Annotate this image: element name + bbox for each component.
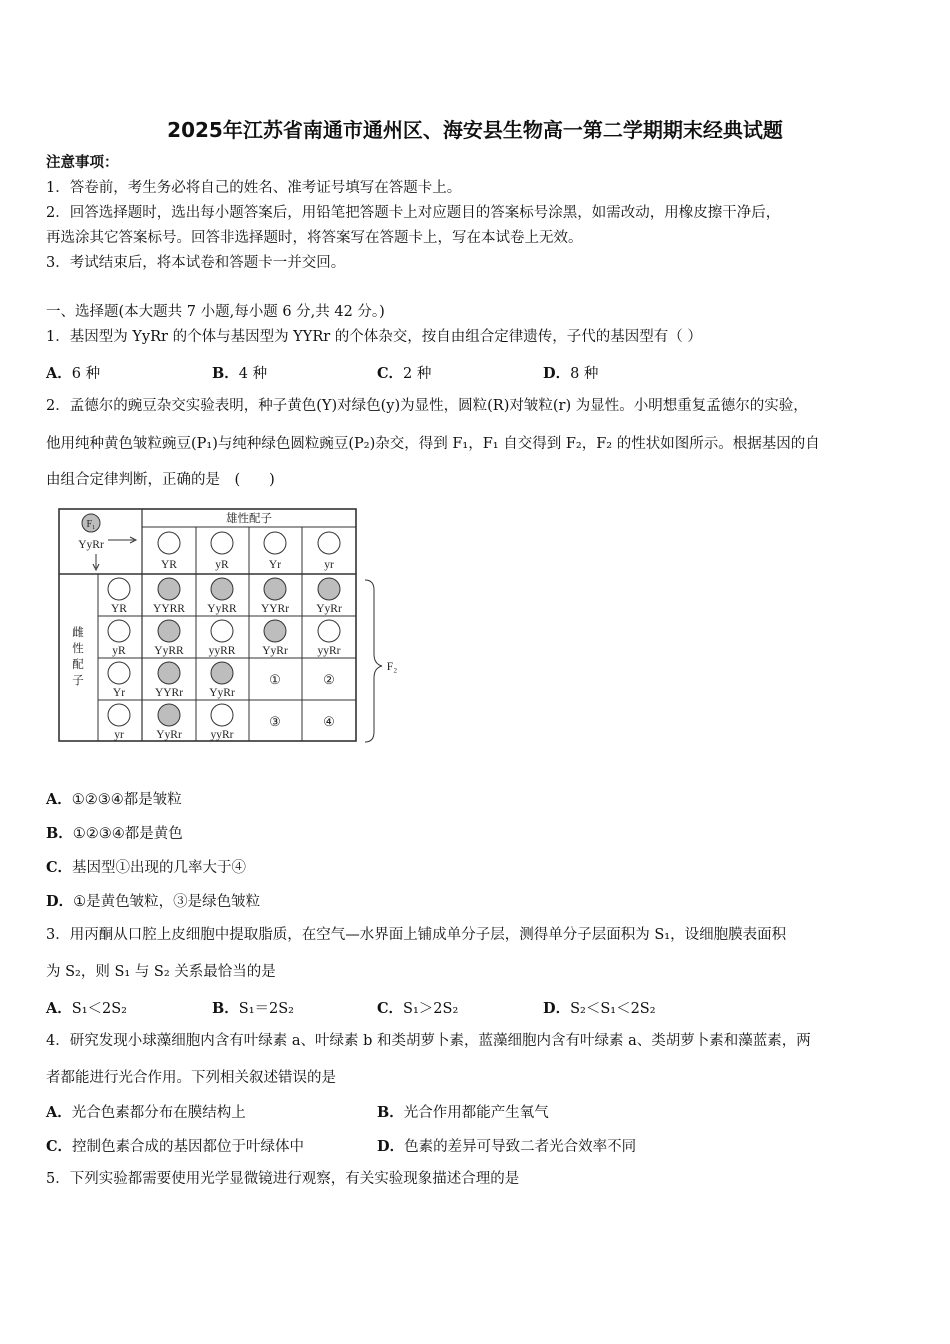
question-2-line-1 bbox=[46, 396, 808, 416]
male-gamete-label: YR bbox=[161, 559, 177, 571]
option-label: B． bbox=[212, 365, 239, 382]
option-text: 光合色素都分布在膜结构上 bbox=[71, 1105, 246, 1121]
option-label: B． bbox=[212, 1000, 239, 1017]
unknown-genotype-marker: ④ bbox=[323, 714, 335, 729]
notice-item-1: 1．答卷前，考生务必将自己的姓名、准考证号填写在答题卡上。 bbox=[46, 180, 462, 196]
q4-option-c[interactable] bbox=[46, 1135, 304, 1156]
yellow-seed-icon bbox=[158, 578, 180, 600]
question-4-line-1 bbox=[46, 1031, 811, 1051]
female-gamete-label: Yr bbox=[112, 687, 126, 699]
green-seed-icon bbox=[211, 620, 233, 642]
notice-item-2a: 2．回答选择题时，选出每小题答案后，用铅笔把答题卡上对应题目的答案标号涂黑，如需改动，用橡皮擦干净后， bbox=[46, 205, 781, 221]
yellow-seed-icon bbox=[264, 620, 286, 642]
option-label: A． bbox=[46, 1000, 72, 1017]
male-gametes-header: 雄性配子 bbox=[226, 511, 272, 525]
seed-icon bbox=[108, 704, 130, 726]
q4-option-a[interactable] bbox=[46, 1101, 246, 1122]
f1-label: F₁ bbox=[86, 519, 96, 530]
female-gamete-label: yR bbox=[112, 645, 126, 657]
yellow-seed-icon bbox=[264, 578, 286, 600]
option-label: C． bbox=[377, 365, 404, 382]
question-number: 2． bbox=[46, 398, 70, 414]
seed-icon bbox=[108, 662, 130, 684]
question-number: 1． bbox=[46, 329, 70, 345]
option-text: 2 种 bbox=[403, 366, 432, 382]
page-title: 2025年江苏省南通市通州区、海安县生物高一第二学期期末经典试题 bbox=[167, 118, 783, 142]
option-text: 6 种 bbox=[71, 366, 101, 382]
unknown-genotype-marker: ③ bbox=[269, 714, 281, 729]
q3-option-c[interactable] bbox=[377, 997, 458, 1018]
option-text: 控制色素合成的基因都位于叶绿体中 bbox=[72, 1139, 305, 1155]
question-number: 3． bbox=[46, 927, 70, 943]
genotype-label: yyRr bbox=[317, 645, 341, 657]
option-label: D． bbox=[543, 365, 571, 382]
question-number: 4． bbox=[46, 1033, 70, 1049]
female-header-char: 性 bbox=[72, 641, 84, 655]
genotype-label: YyRr bbox=[156, 729, 182, 741]
option-label: D． bbox=[543, 1000, 571, 1017]
f2-label: F₂ bbox=[386, 661, 398, 673]
q3-option-b[interactable] bbox=[212, 997, 294, 1018]
yellow-seed-icon bbox=[158, 704, 180, 726]
question-3-line-2: 为 S₂，则 S₁ 与 S₂ 关系最恰当的是 bbox=[46, 964, 276, 980]
yellow-seed-icon bbox=[211, 662, 233, 684]
option-label: B． bbox=[46, 825, 73, 842]
genotype-label: yyRR bbox=[208, 645, 236, 657]
option-text: 色素的差异可导致二者光合效率不同 bbox=[404, 1139, 637, 1155]
notice-heading: 注意事项： bbox=[46, 154, 119, 171]
question-2-line-3: 由组合定律判断，正确的是 ( ) bbox=[46, 472, 275, 488]
question-3-line-1 bbox=[46, 925, 786, 945]
q3-option-a[interactable] bbox=[46, 997, 127, 1018]
seed-icon bbox=[264, 532, 286, 554]
female-header-char: 配 bbox=[72, 657, 84, 671]
question-4-line-2: 者都能进行光合作用。下列相关叙述错误的是 bbox=[46, 1070, 336, 1086]
question-text: 下列实验都需要使用光学显微镜进行观察，有关实验现象描述合理的是 bbox=[69, 1171, 520, 1187]
male-gamete-label: yr bbox=[324, 559, 334, 571]
option-label: D． bbox=[377, 1138, 405, 1155]
yellow-seed-icon bbox=[318, 578, 340, 600]
question-text: 基因型为 YyRr 的个体与基因型为 YYRr 的个体杂交，按自由组合定律遗传，子代的基因型有（ ） bbox=[69, 329, 702, 345]
option-label: B． bbox=[377, 1104, 404, 1121]
option-label: A． bbox=[46, 1104, 72, 1121]
genotype-label: yyRr bbox=[210, 729, 234, 741]
q2-option-c[interactable] bbox=[46, 856, 246, 877]
q2-option-d[interactable] bbox=[46, 890, 260, 911]
genotype-label: YyRR bbox=[207, 603, 237, 615]
green-seed-icon bbox=[211, 704, 233, 726]
option-text: S₁＜2S₂ bbox=[71, 1001, 127, 1017]
notice-item-3: 3．考试结束后，将本试卷和答题卡一并交回。 bbox=[46, 255, 346, 271]
option-label: D． bbox=[46, 893, 74, 910]
question-2-line-2: 他用纯种黄色皱粒豌豆(P₁)与纯种绿色圆粒豌豆(P₂)杂交，得到 F₁，F₁ 自交得到 F₂，F₂ 的性状如图所示。根据基因的自 bbox=[46, 436, 820, 452]
option-text: ①是黄色皱粒，③是绿色皱粒 bbox=[73, 894, 261, 910]
female-header-char: 雌 bbox=[72, 625, 84, 639]
option-text: S₁＞2S₂ bbox=[403, 1001, 459, 1017]
female-header-char: 子 bbox=[72, 673, 84, 687]
seed-icon bbox=[158, 532, 180, 554]
q1-option-b[interactable] bbox=[212, 362, 267, 383]
punnett-square-svg bbox=[58, 508, 398, 748]
option-text: 基因型①出现的几率大于④ bbox=[72, 860, 247, 876]
question-text: 用丙酮从口腔上皮细胞中提取脂质，在空气—水界面上铺成单分子层，测得单分子层面积为 S₁，设细胞膜表面积 bbox=[69, 927, 787, 943]
yellow-seed-icon bbox=[158, 620, 180, 642]
q2-option-b[interactable] bbox=[46, 822, 183, 843]
question-number: 5． bbox=[46, 1171, 70, 1187]
option-text: 8 种 bbox=[570, 366, 599, 382]
yellow-seed-icon bbox=[158, 662, 180, 684]
question-text: 孟德尔的豌豆杂交实验表明，种子黄色(Y)对绿色(y)为显性，圆粒(R)对皱粒(r) 为显性。小明想重复孟德尔的实验， bbox=[69, 398, 808, 414]
question-text: 研究发现小球藻细胞内含有叶绿素 a、叶绿素 b 和类胡萝卜素，蓝藻细胞内含有叶绿素 a、类胡萝卜素和藻蓝素，两 bbox=[69, 1033, 811, 1049]
female-gamete-label: yr bbox=[114, 729, 124, 741]
q1-option-a[interactable] bbox=[46, 362, 100, 383]
male-gamete-label: Yr bbox=[268, 559, 282, 571]
question-1 bbox=[46, 327, 702, 347]
f2-brace bbox=[365, 580, 382, 742]
q1-option-d[interactable] bbox=[543, 362, 598, 383]
f1-genotype: YyRr bbox=[78, 539, 104, 551]
punnett-square-figure bbox=[58, 508, 398, 748]
q4-option-d[interactable] bbox=[377, 1135, 636, 1156]
option-text: 光合作用都能产生氧气 bbox=[403, 1105, 549, 1121]
option-text: S₂＜S₁＜2S₂ bbox=[570, 1001, 656, 1017]
genotype-label: YyRr bbox=[209, 687, 235, 699]
option-text: ①②③④都是黄色 bbox=[72, 826, 183, 842]
male-gamete-label: yR bbox=[215, 559, 229, 571]
genotype-label: YyRr bbox=[262, 645, 288, 657]
q4-option-b[interactable] bbox=[377, 1101, 549, 1122]
green-seed-icon bbox=[318, 620, 340, 642]
seed-icon bbox=[108, 620, 130, 642]
option-text: ①②③④都是皱粒 bbox=[71, 792, 182, 808]
female-gamete-label: YR bbox=[111, 603, 127, 615]
seed-icon bbox=[108, 578, 130, 600]
unknown-genotype-marker: ① bbox=[269, 672, 281, 687]
q1-option-c[interactable] bbox=[377, 362, 431, 383]
genotype-label: YyRR bbox=[154, 645, 184, 657]
notice-item-2b: 再选涂其它答案标号。回答非选择题时，将答案写在答题卡上，写在本试卷上无效。 bbox=[46, 230, 583, 246]
genotype-label: YYRR bbox=[153, 603, 185, 615]
seed-icon bbox=[318, 532, 340, 554]
section-heading: 一、选择题(本大题共 7 小题,每小题 6 分,共 42 分。) bbox=[46, 304, 385, 320]
option-text: S₁＝2S₂ bbox=[238, 1001, 294, 1017]
option-label: A． bbox=[46, 365, 72, 382]
genotype-label: YyRr bbox=[316, 603, 342, 615]
q2-option-a[interactable] bbox=[46, 788, 182, 809]
genotype-label: YYRr bbox=[260, 603, 290, 615]
q3-option-d[interactable] bbox=[543, 997, 656, 1018]
unknown-genotype-marker: ② bbox=[323, 672, 335, 687]
question-5 bbox=[46, 1169, 519, 1189]
option-label: C． bbox=[46, 859, 73, 876]
seed-icon bbox=[211, 532, 233, 554]
option-text: 4 种 bbox=[238, 366, 268, 382]
option-label: A． bbox=[46, 791, 72, 808]
option-label: C． bbox=[377, 1000, 404, 1017]
genotype-label: YYRr bbox=[154, 687, 184, 699]
option-label: C． bbox=[46, 1138, 73, 1155]
yellow-seed-icon bbox=[211, 578, 233, 600]
